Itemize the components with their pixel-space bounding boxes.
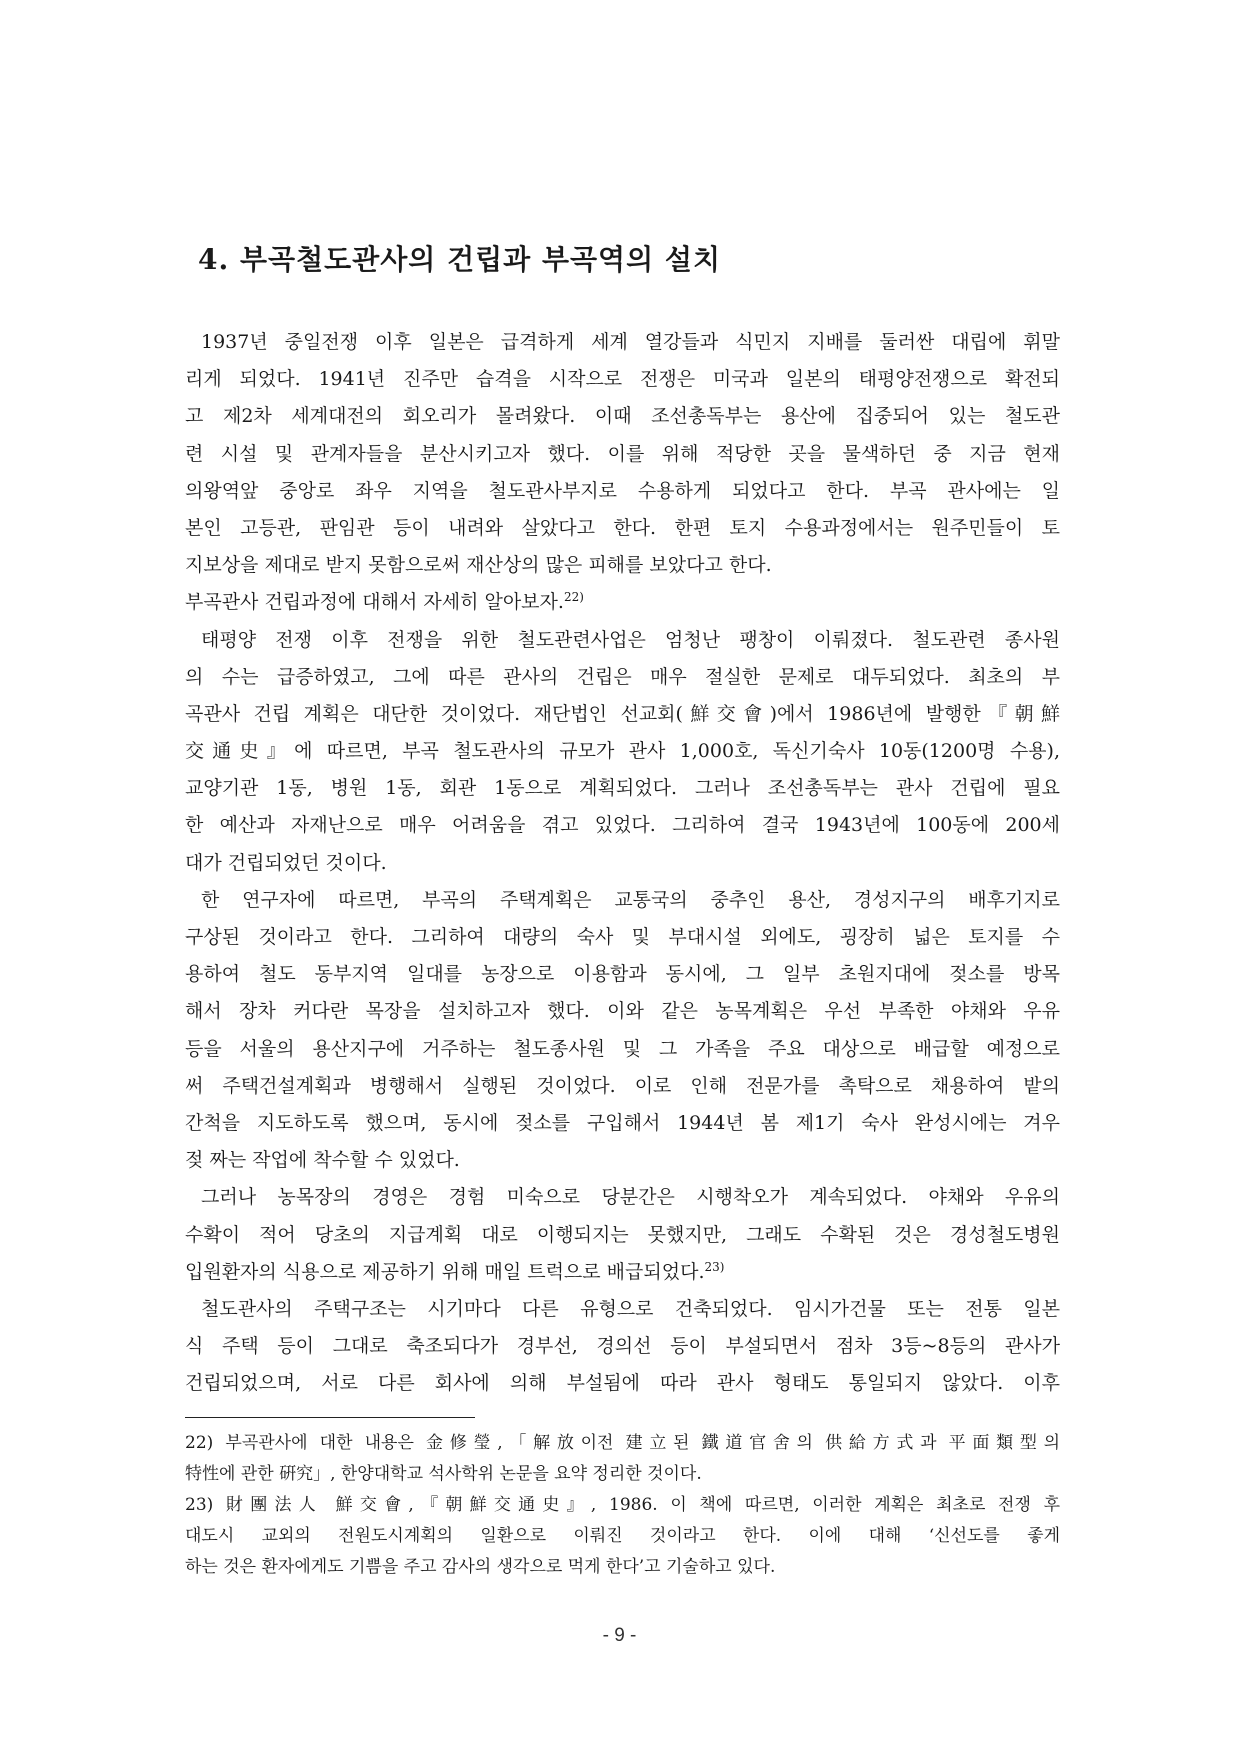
- text-line: 본인 고등관, 판임관 등이 내려와 살았다고 한다. 한편 토지 수용과정에서는 원주민들이 토: [185, 516, 1060, 539]
- text-line: 한 예산과 자재난으로 매우 어려움을 겪고 있었다. 그리하여 결국 1943년에 100동에 200세: [185, 814, 1060, 837]
- text-line: 지보상을 제대로 받지 못함으로써 재산상의 많은 피해를 보았다고 한다.: [185, 554, 772, 577]
- text-line: 1937년 중일전쟁 이후 일본은 급격하게 세계 열강들과 식민지 지배를 둘러싼 대립에 휘말: [201, 331, 1060, 353]
- text-line: 젖 짜는 작업에 착수할 수 있었다.: [185, 1149, 460, 1172]
- text-line: 써 주택건설계획과 병행해서 실행된 것이었다. 이로 인해 전문가를 촉탁으로 채용하여 밭의: [185, 1074, 1060, 1097]
- text-line: 간척을 지도하도록 했으며, 동시에 젖소를 구입해서 1944년 봄 제1기 숙사 완성시에는 겨우: [185, 1111, 1060, 1134]
- text-line: 의 수는 급증하였고, 그에 따른 관사의 건립은 매우 절실한 문제로 대두되었다. 최초의 부: [185, 665, 1060, 688]
- footnote-line: 23) 財團法人 鮮交會,『朝鮮交通史』, 1986. 이 책에 따르면, 이러한 계획은 최초로 전쟁 후: [185, 1495, 1060, 1515]
- footnote-line: 대도시 교외의 전원도시계획의 일환으로 이뤄진 것이라고 한다. 이에 대해 ‘신선도를 좋게: [185, 1526, 1060, 1546]
- footnote-divider: [185, 1417, 475, 1418]
- footnotes: [185, 1428, 1060, 1583]
- text-line: 용하여 철도 동부지역 일대를 농장으로 이용함과 동시에, 그 일부 초원지대에 젖소를 방목: [185, 963, 1060, 986]
- text-line: 구상된 것이라고 한다. 그리하여 대량의 숙사 및 부대시설 외에도, 굉장히 넓은 토지를 수: [185, 926, 1060, 948]
- text-line: 건립되었으며, 서로 다른 회사에 의해 부설됨에 따라 관사 형태도 통일되지 않았다. 이후: [185, 1372, 1060, 1395]
- footnote-ref: 23): [704, 1259, 725, 1274]
- text-line: 식 주택 등이 그대로 축조되다가 경부선, 경의선 등이 부설되면서 점차 3등~8등의 관사가: [185, 1335, 1060, 1358]
- text-line: 리게 되었다. 1941년 진주만 습격을 시작으로 전쟁은 미국과 일본의 태평양전쟁으로 확전되: [185, 368, 1060, 391]
- footnote-line: 22) 부곡관사에 대한 내용은 金修瑩,「解放이전 建立된 鐵道官舍의 供給方式과 平面類型의: [185, 1433, 1060, 1453]
- footnote-line: 하는 것은 환자에게도 기쁨을 주고 감사의 생각으로 먹게 한다’고 기술하고 있다.: [185, 1557, 776, 1577]
- text-line: 철도관사의 주택구조는 시기마다 다른 유형으로 건축되었다. 임시가건물 또는 전통 일본: [201, 1297, 1060, 1320]
- text-line: 부곡관사 건립과정에 대해서 자세히 알아보자.$^{22)}$: [185, 590, 584, 614]
- text-line: 수확이 적어 당초의 지급계획 대로 이행되지는 못했지만, 그래도 수확된 것은 경성철도병원: [185, 1223, 1060, 1246]
- text-line: 곡관사 건립 계획은 대단한 것이었다. 재단법인 선교회(鮮交會)에서 1986년에 발행한『朝鮮: [185, 702, 1060, 725]
- text-line: 교양기관 1동, 병원 1동, 회관 1동으로 계획되었다. 그러나 조선총독부는 관사 건립에 필요: [185, 777, 1060, 800]
- text-line: 의왕역앞 중앙로 좌우 지역을 철도관사부지로 수용하게 되었다고 한다. 부곡 관사에는 일: [185, 479, 1060, 502]
- text-line: 등을 서울의 용산지구에 거주하는 철도종사원 및 그 가족을 주요 대상으로 배급할 예정으로: [185, 1037, 1060, 1060]
- text-line: 대가 건립되었던 것이다.: [185, 851, 387, 874]
- body-text: [185, 324, 1060, 1402]
- footnote-ref: 22): [563, 590, 584, 605]
- text-line: 고 제2차 세계대전의 회오리가 몰려왔다. 이때 조선총독부는 용산에 집중되어 있는 철도관: [185, 405, 1060, 428]
- text-line: 태평양 전쟁 이후 전쟁을 위한 철도관련사업은 엄청난 팽창이 이뤄졌다. 철도관련 종사원: [201, 628, 1060, 651]
- page-number: - 9 -: [602, 1625, 637, 1646]
- text-line: 交通史』에 따르면, 부곡 철도관사의 규모가 관사 1,000호, 독신기숙사 10동(1200명 수용),: [185, 740, 1060, 763]
- text-line: 한 연구자에 따르면, 부곡의 주택계획은 교통국의 중추인 용산, 경성지구의 배후기지로: [201, 888, 1060, 911]
- text-line: 해서 장차 커다란 목장을 설치하고자 했다. 이와 같은 농목계획은 우선 부족한 야채와 우유: [185, 1000, 1060, 1023]
- section-heading: 4. 부곡철도관사의 건립과 부곡역의 설치: [198, 243, 721, 276]
- text-line: 입원환자의 식용으로 제공하기 위해 매일 트럭으로 배급되었다.$^{23)}$: [185, 1259, 725, 1283]
- footnote-line: 特性에 관한 硏究」, 한양대학교 석사학위 논문을 요약 정리한 것이다.: [185, 1464, 702, 1484]
- text-line: 그러나 농목장의 경영은 경험 미숙으로 당분간은 시행착오가 계속되었다. 야채와 우유의: [201, 1186, 1060, 1209]
- text-line: 련 시설 및 관계자들을 분산시키고자 했다. 이를 위해 적당한 곳을 물색하던 중 지금 현재: [185, 442, 1060, 465]
